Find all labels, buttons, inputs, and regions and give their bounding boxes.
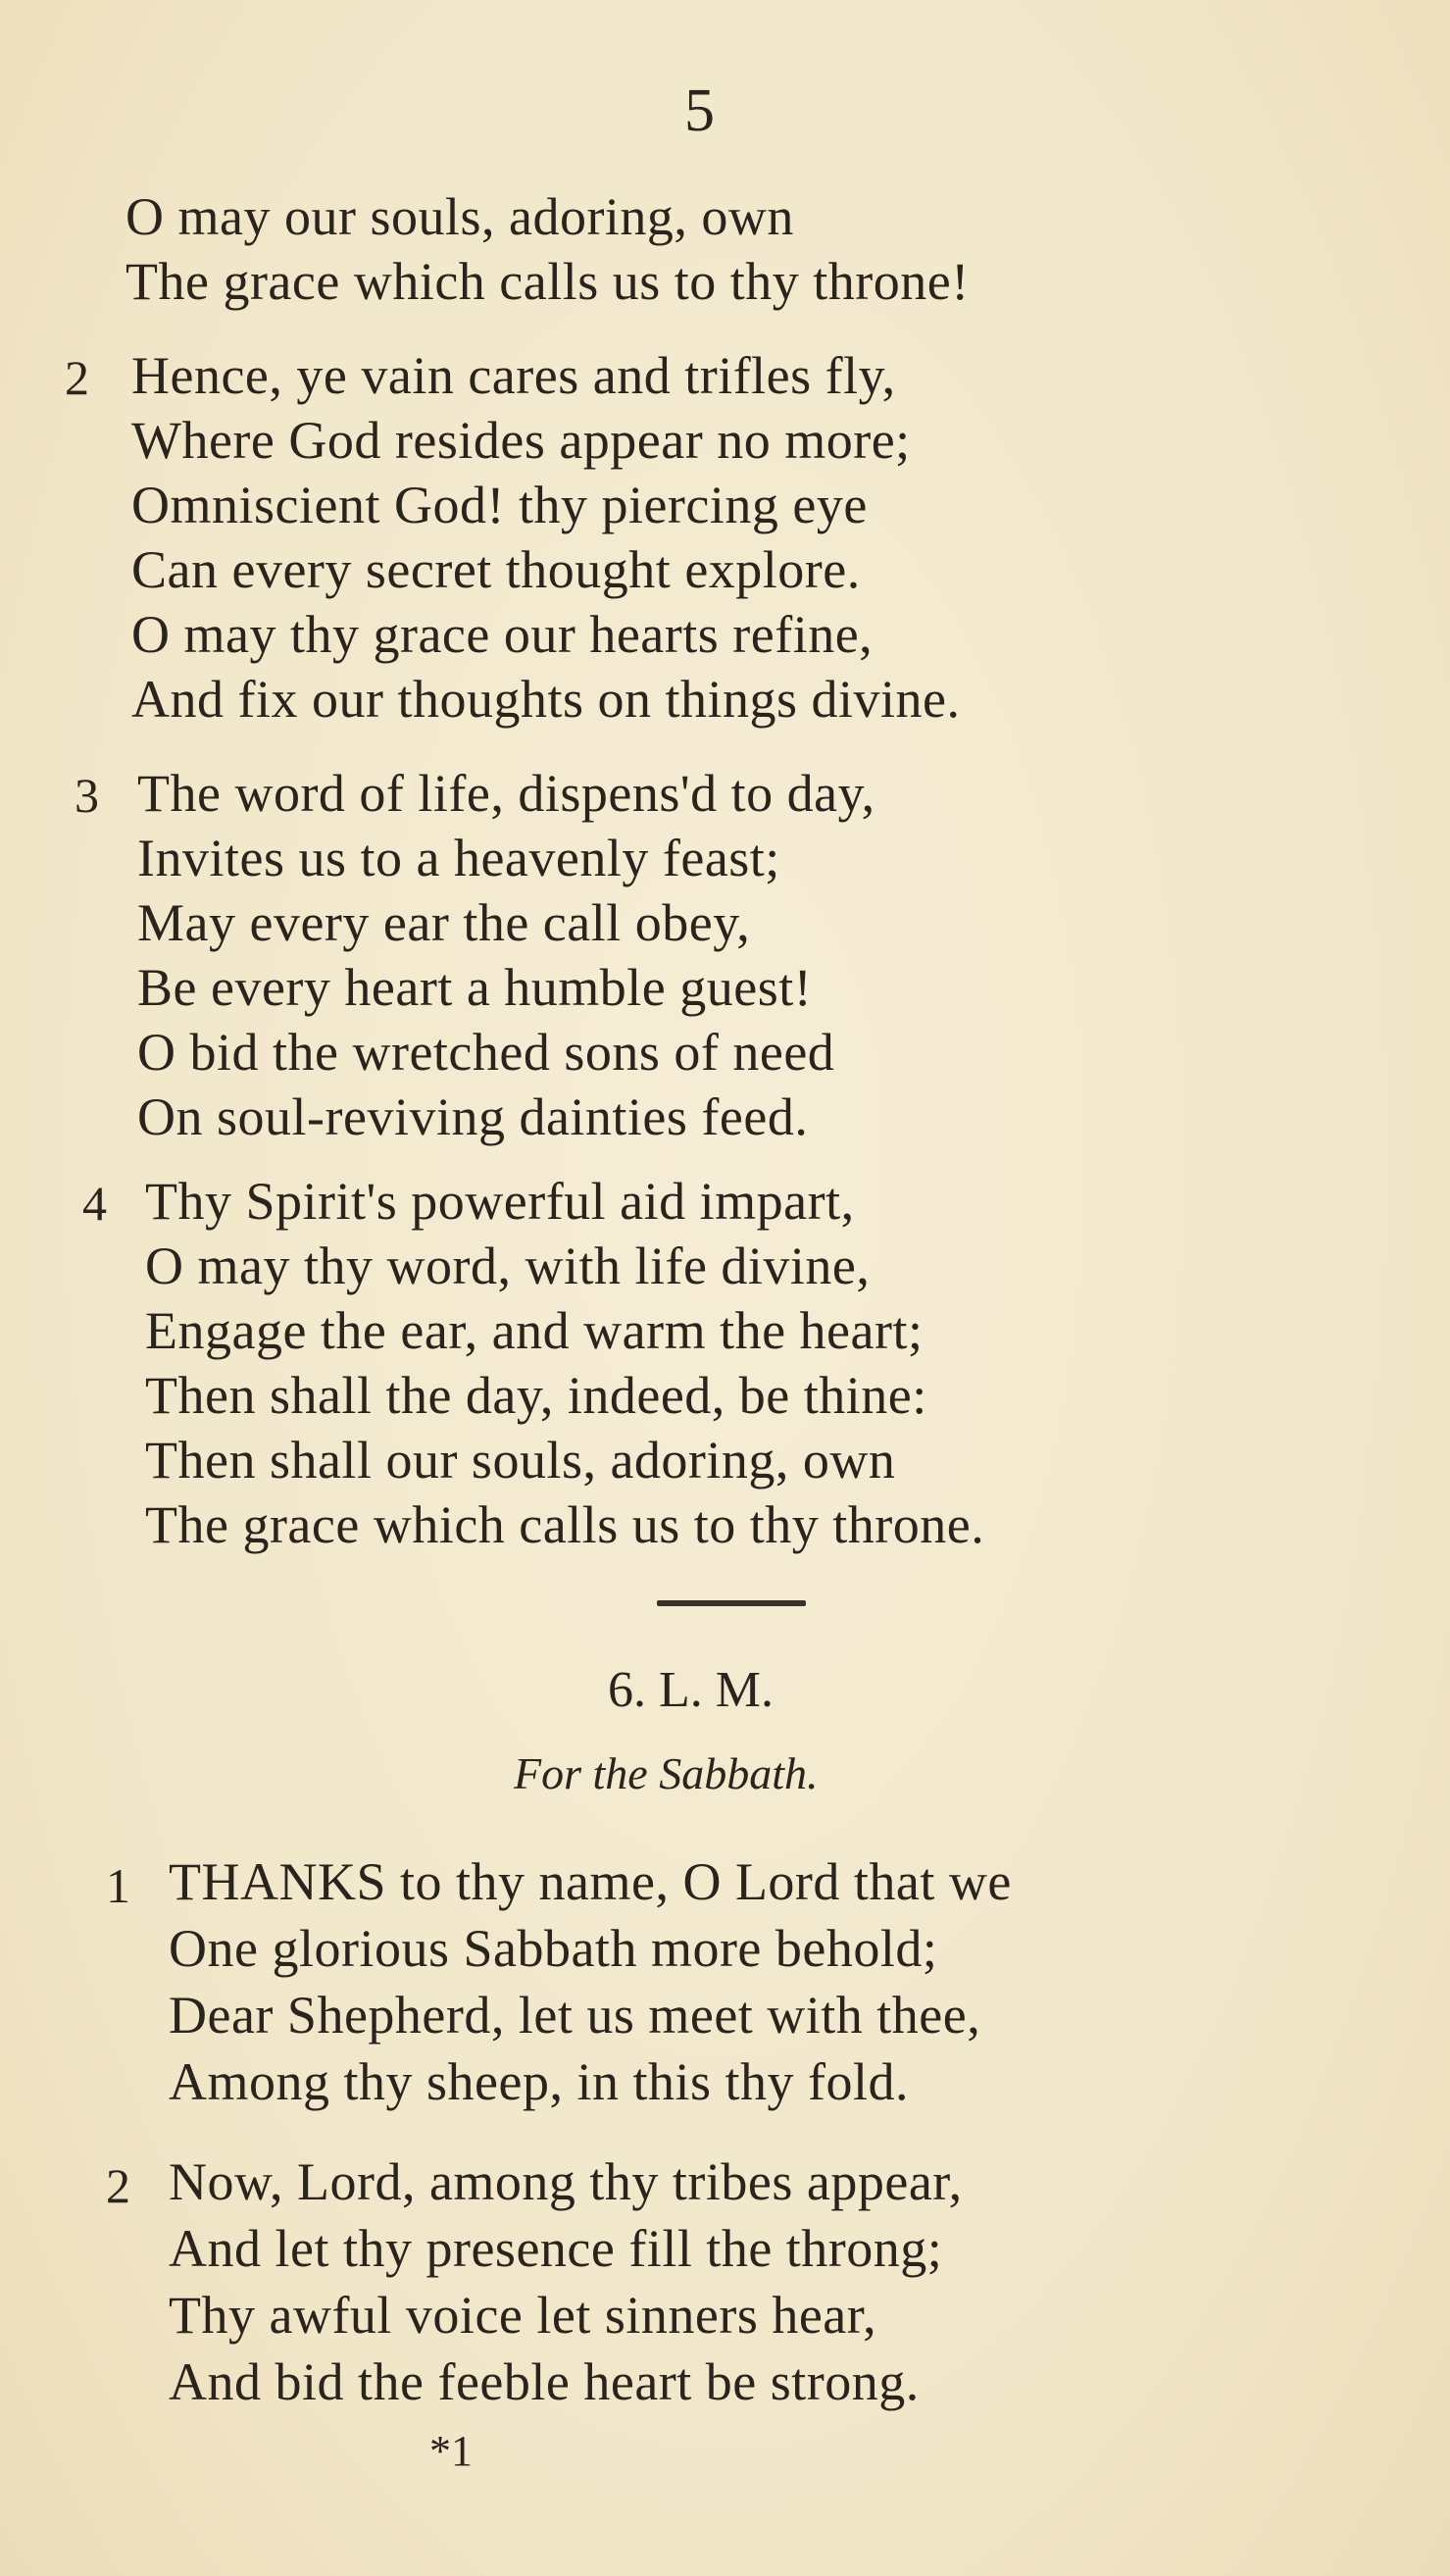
section-divider <box>657 1600 806 1606</box>
verse-line: O may thy word, with life divine, <box>145 1237 871 1295</box>
page-number: 5 <box>684 77 715 144</box>
signature-mark: *1 <box>429 2427 473 2475</box>
verse-line: Engage the ear, and warm the heart; <box>145 1301 924 1360</box>
verse-line: Then shall our souls, adoring, own <box>145 1431 896 1490</box>
verse-line: Invites us to a heavenly feast; <box>137 829 780 887</box>
verse-line: May every ear the call obey, <box>137 893 751 952</box>
verse-line: And fix our thoughts on things divine. <box>131 670 961 729</box>
verse-line: Now, Lord, among thy tribes appear, <box>169 2152 963 2211</box>
verse-line: The grace which calls us to thy throne. <box>145 1495 985 1554</box>
verse-line: Thy awful voice let sinners hear, <box>169 2286 877 2345</box>
verse-line: Then shall the day, indeed, be thine: <box>145 1366 927 1425</box>
hymn-heading: 6. L. M. <box>608 1662 774 1718</box>
stanza-number: 4 <box>82 1176 107 1231</box>
stanza-number: 3 <box>75 768 99 823</box>
verse-line: Omniscient God! thy piercing eye <box>131 476 868 534</box>
verse-line: O bid the wretched sons of need <box>137 1023 835 1082</box>
verse-line: O may our souls, adoring, own <box>125 187 794 246</box>
verse-line: Dear Shepherd, let us meet with thee, <box>169 1986 981 2045</box>
verse-line: On soul-reviving dainties feed. <box>137 1087 809 1146</box>
verse-line: THANKS to thy name, O Lord that we <box>169 1852 1012 1911</box>
verse-line: Where God resides appear no more; <box>131 411 911 470</box>
verse-line: O may thy grace our hearts refine, <box>131 605 874 664</box>
stanza-number: 2 <box>106 2158 130 2213</box>
verse-line: And bid the feeble heart be strong. <box>169 2352 920 2411</box>
stanza-number: 1 <box>106 1858 130 1913</box>
verse-line: The word of life, dispens'd to day, <box>137 764 875 823</box>
verse-line: And let thy presence fill the throng; <box>169 2219 943 2278</box>
verse-line: Be every heart a humble guest! <box>137 958 813 1017</box>
verse-line: Can every secret thought explore. <box>131 540 861 599</box>
verse-line: Thy Spirit's powerful aid impart, <box>145 1172 855 1231</box>
hymn-subtitle: For the Sabbath. <box>514 1748 819 1798</box>
verse-line: Hence, ye vain cares and trifles fly, <box>131 346 896 405</box>
stanza-number: 2 <box>65 350 89 405</box>
verse-line: Among thy sheep, in this thy fold. <box>169 2052 909 2111</box>
verse-line: The grace which calls us to thy throne! <box>125 252 970 311</box>
verse-line: One glorious Sabbath more behold; <box>169 1919 938 1978</box>
